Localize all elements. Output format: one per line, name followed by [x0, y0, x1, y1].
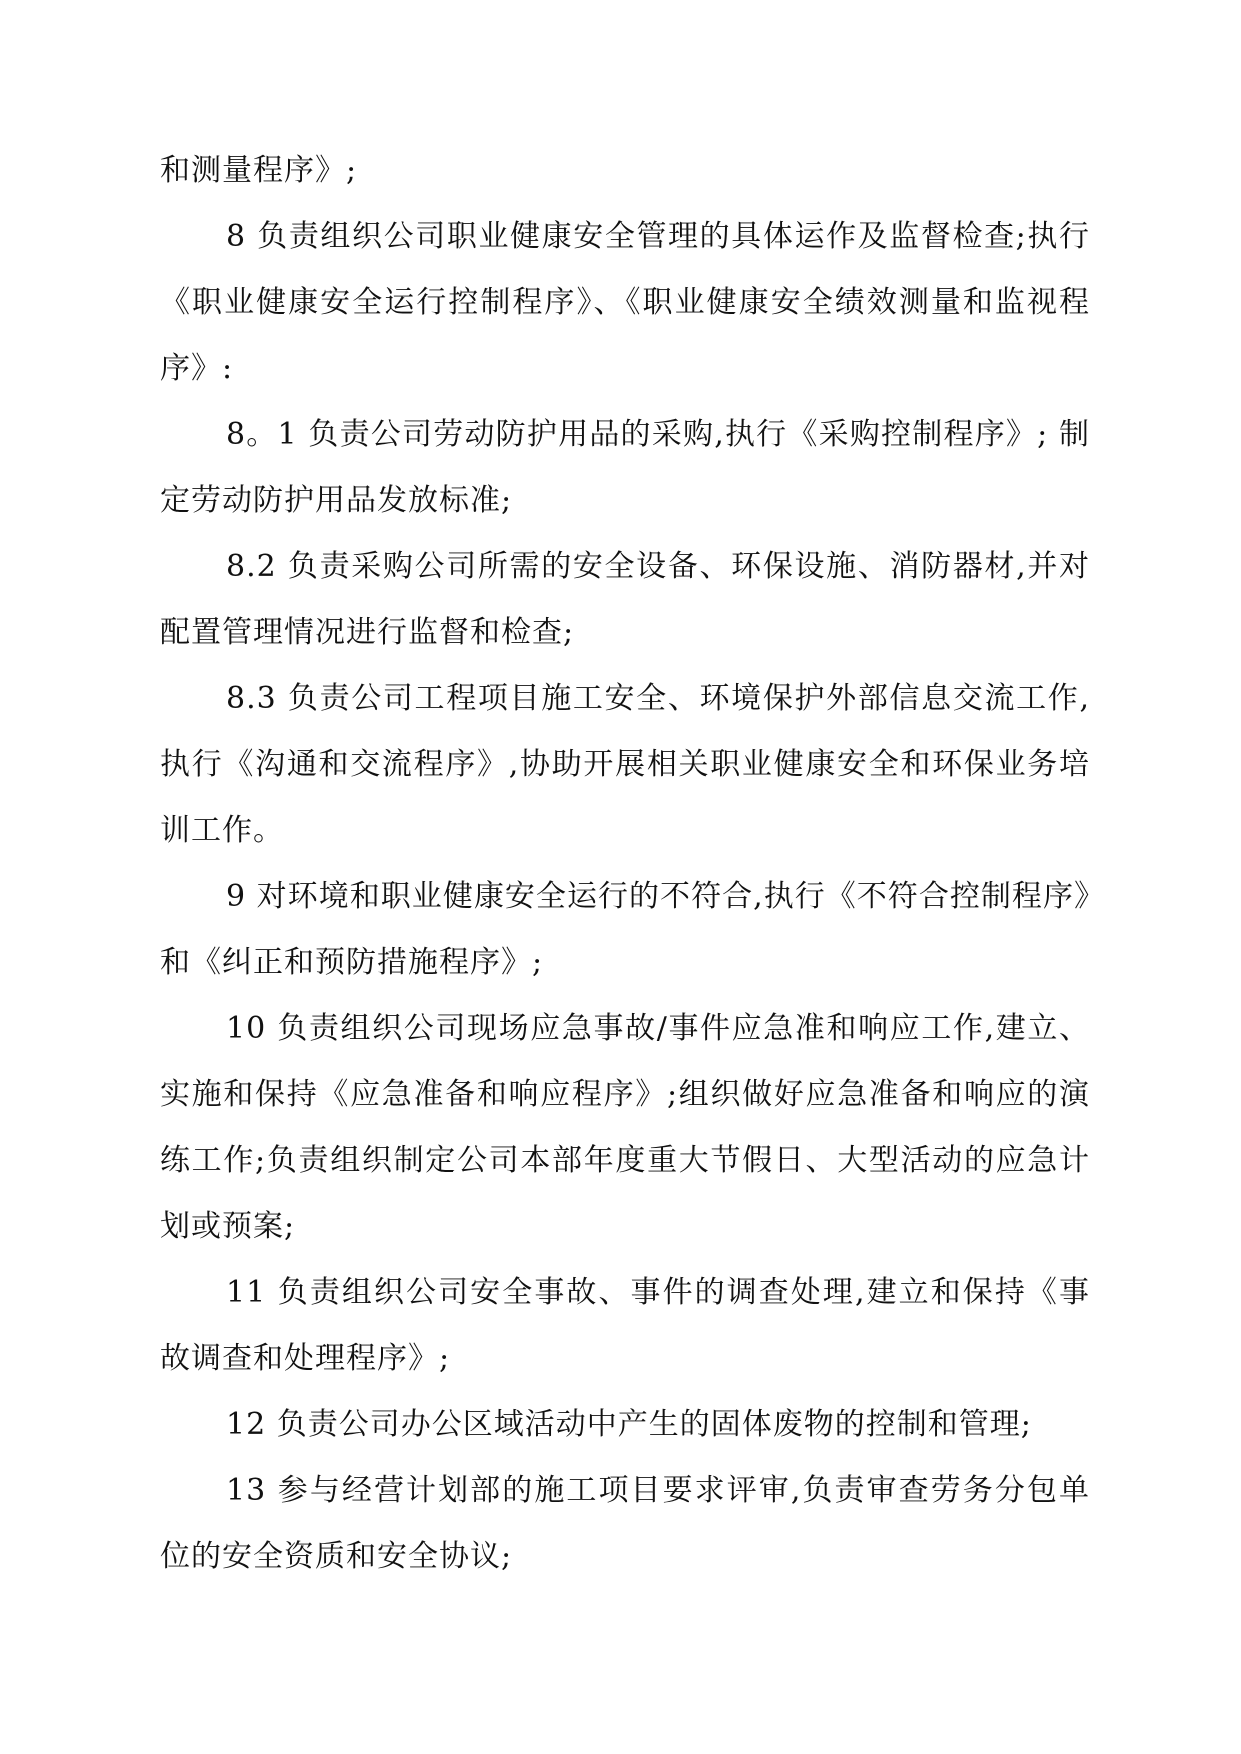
paragraph-item-12: 12 负责公司办公区域活动中产生的固体废物的控制和管理; — [226, 1407, 1032, 1442]
paragraph-item-9: 9 对环境和职业健康安全运行的不符合,执行《不符合控制程序》和《纠正和预防措施程序》; — [160, 879, 1090, 980]
paragraph-item-11: 11 负责组织公司安全事故、事件的调查处理,建立和保持《事故调查和处理程序》; — [160, 1275, 1090, 1376]
paragraph-item-13: 13 参与经营计划部的施工项目要求评审,负责审查劳务分包单位的安全资质和安全协议; — [160, 1473, 1090, 1574]
paragraph-item-10: 10 负责组织公司现场应急事故/事件应急准和响应工作,建立、实施和保持《应急准备和响应程序》;组织做好应急准备和响应的演练工作;负责组织制定公司本部年度重大节假日、大型活动的应急计划或预案; — [160, 1011, 1090, 1244]
paragraph-item-8-1: 8。1 负责公司劳动防护用品的采购,执行《采购控制程序》; 制定劳动防护用品发放标准; — [160, 417, 1090, 518]
paragraph-item-8: 8 负责组织公司职业健康安全管理的具体运作及监督检查;执行《职业健康安全运行控制程序》、《职业健康安全绩效测量和监视程序》: — [160, 219, 1090, 386]
document-body — [160, 138, 1090, 1590]
paragraph-item-8-2: 8.2 负责采购公司所需的安全设备、环保设施、消防器材,并对配置管理情况进行监督和检查; — [160, 549, 1090, 650]
paragraph-continuation: 和测量程序》; — [160, 153, 358, 188]
paragraph-item-8-3: 8.3 负责公司工程项目施工安全、环境保护外部信息交流工作,执行《沟通和交流程序》,协助开展相关职业健康安全和环保业务培训工作。 — [160, 681, 1090, 848]
